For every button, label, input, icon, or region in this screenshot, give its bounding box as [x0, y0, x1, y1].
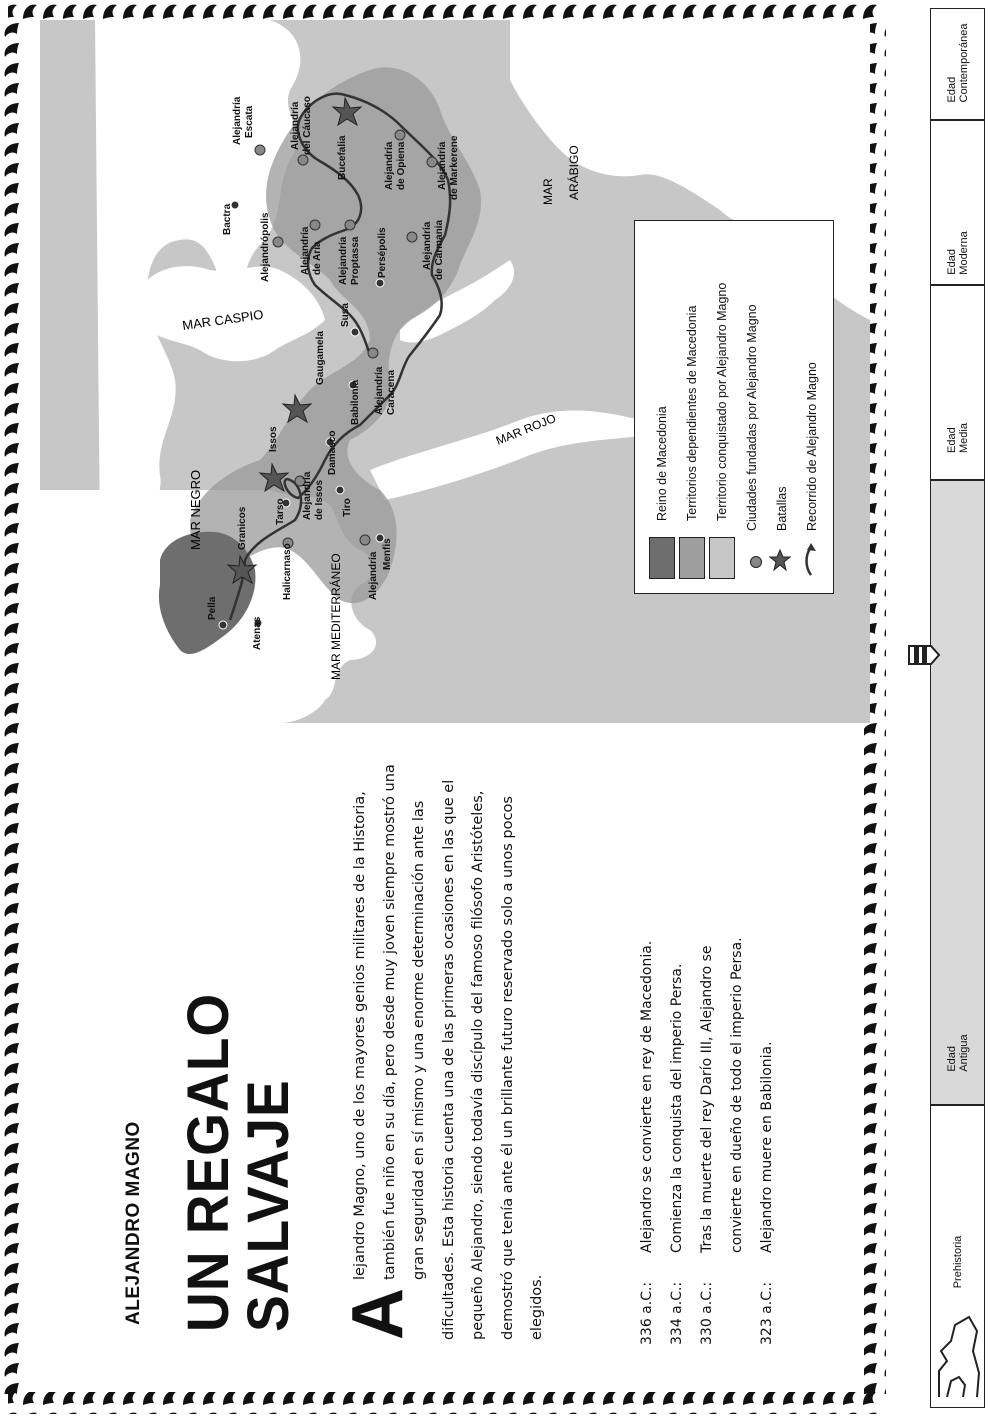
place-alej-escata-2: Escata: [244, 105, 255, 138]
place-alej-caucaso-2: del Cáucaso: [302, 96, 313, 155]
era-label-antigua: Edad Antigua: [945, 1034, 970, 1072]
map-legend: [634, 220, 834, 594]
era-edad-media: [931, 284, 984, 479]
place-alej-caracena-2: Caracena: [386, 369, 397, 415]
chronology-year: 334 a.C.:: [669, 1281, 685, 1345]
era-edad-contemporanea: [931, 9, 984, 119]
place-alej-aria-1: Alejandría: [300, 226, 311, 275]
era-pointer-icon: [905, 640, 941, 670]
legend-label-dependent: Territorios dependientes de Macedonia: [685, 305, 699, 521]
legend-label-conquered: Territorio conquistado por Alejandro Magno: [715, 282, 729, 521]
era-edad-moderna: [931, 119, 984, 284]
sea-label-arabigo-2: ARÁBIGO: [567, 145, 581, 200]
place-alej-escata-1: Alejandría: [232, 96, 243, 145]
chapter-label: ALEJANDRO MAGNO: [123, 1121, 144, 1325]
sea-label-caspio: MAR CASPIO: [181, 306, 265, 333]
place-alej-opiena-1: Alejandría: [384, 141, 395, 190]
era-label-media: Edad Media: [945, 423, 970, 453]
place-alej-issos-1: Alejandría: [302, 471, 313, 520]
era-edad-antigua: [931, 479, 984, 1104]
place-tiro: Tiro: [342, 498, 353, 517]
chronology-event: Tras la muerte del rey Darío III, Alejandro se: [699, 945, 715, 1253]
chronology-row: [662, 725, 692, 1345]
alexander-empire-map: [40, 20, 870, 723]
place-tarso: Tarso: [275, 498, 286, 525]
place-susa: Susa: [340, 303, 351, 327]
place-pella: Pella: [207, 596, 218, 620]
chronology-year: 330 a.C.:: [699, 1281, 715, 1345]
legend-swatch-dependent: [679, 537, 705, 579]
place-alej-carmania-2: de Carmania: [434, 219, 445, 280]
place-damasco: Damasco: [327, 430, 338, 475]
place-alej-issos-2: de Issos: [314, 479, 325, 520]
chronology-event: Comienza la conquista del imperio Persa.: [669, 963, 685, 1253]
chronology: [632, 725, 782, 1345]
history-timeline: [930, 8, 985, 1408]
place-alejandria: Alejandría: [368, 551, 379, 600]
place-alej-markerene-1: Alejandría: [437, 141, 448, 190]
red-sea: [370, 411, 650, 500]
place-babilonia: Babilonia: [350, 379, 361, 425]
place-bactra: Bactra: [222, 203, 233, 235]
sea-label-mediterraneo: MAR MEDITERRÁNEO: [329, 553, 343, 680]
title-line-1: UN REGALO: [176, 992, 241, 1332]
place-gaugamela: Gaugamela: [315, 331, 326, 385]
place-alej-caucaso-1: Alejandría: [290, 101, 301, 150]
route-arrow-icon: [799, 543, 819, 577]
title-line-2: SALVAJE: [236, 1079, 301, 1332]
place-alej-proptassa-1: Alejandría: [338, 236, 349, 285]
legend-swatch-conquered: [709, 537, 735, 579]
place-alej-markerene-2: de Markerene: [449, 135, 460, 200]
chronology-year: 323 a.C.:: [759, 1281, 775, 1345]
sea-label-negro: MAR NEGRO: [188, 469, 203, 550]
place-bucefalia: Bucefalia: [337, 135, 348, 180]
era-label-contemporanea: Edad Contemporánea: [945, 23, 970, 103]
battle-star-icon: [769, 549, 791, 571]
place-halicarnaso: Halicarnaso: [282, 543, 293, 600]
legend-label-battles: Batallas: [775, 486, 789, 531]
legend-label-macedonia: Reino de Macedonia: [655, 406, 669, 521]
chronology-row: [692, 725, 722, 1345]
era-label-prehistoria: Prehistoria: [951, 1235, 964, 1289]
chronology-event-continued: convierte en dueño de todo el imperio Persa.: [729, 937, 745, 1253]
place-alej-caracena-1: Alejandría: [374, 366, 385, 415]
place-persepolis: Persépolis: [377, 227, 388, 278]
cave-icon: [933, 1311, 983, 1401]
place-issos: Issos: [268, 426, 279, 452]
chronology-event: Alejandro se convierte en rey de Macedonia.: [639, 940, 655, 1253]
legend-label-cities: Ciudades fundadas por Alejandro Magno: [745, 304, 759, 531]
intro-paragraph: [338, 750, 553, 1340]
era-label-moderna: Edad Moderna: [945, 231, 970, 275]
legend-label-route: Recorrido de Alejandro Magno: [805, 362, 819, 531]
place-alej-aria-2: de Aria: [312, 241, 323, 275]
legend-swatch-macedonia: [649, 537, 675, 579]
place-alej-carmania-1: Alejandría: [422, 221, 433, 270]
era-prehistoria: [931, 1104, 984, 1409]
place-atenas: Atenas: [252, 616, 263, 650]
place-alejandropolis: Alejandrópolis: [260, 212, 271, 282]
chronology-row: [752, 725, 782, 1345]
place-alej-opiena-2: de Opiena: [396, 141, 407, 190]
place-granicos: Granicos: [237, 506, 248, 550]
place-alej-proptassa-2: Proptassa: [350, 236, 361, 285]
intro-text: lejandro Magno, uno de los mayores genios militares de la Historia, también fue niño en su día, pero desde muy joven siempre mostró una gran seguridad en sí mismo y una enorme determinación ante las dificultades. Esta historia cuenta una de las primeras ocasiones en las que el pequeño Alejandro, siendo todavía discípulo del famoso filósofo Aristóteles, demostró que tenía ante él un brillante futuro reservado solo a unos pocos elegidos.: [352, 764, 545, 1340]
place-menfis: Menfis: [382, 538, 393, 570]
chronology-row: [632, 725, 662, 1345]
dropcap: A: [338, 1288, 418, 1340]
chronology-year: 336 a.C.:: [639, 1281, 655, 1345]
sea-label-rojo: MAR ROJO: [493, 411, 558, 448]
chronology-event: Alejandro muere en Babilonia.: [759, 1041, 775, 1253]
city-dot-icon: [750, 556, 762, 568]
sea-label-arabigo-1: MAR: [541, 178, 555, 205]
